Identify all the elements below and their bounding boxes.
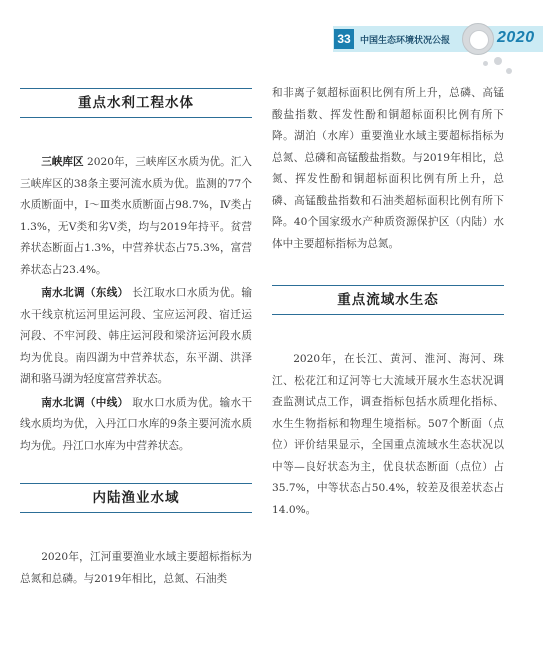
paragraph-fishery-continued: 和非离子氨超标面积比例有所上升，总磷、高锰酸盐指数、挥发性酚和铜超标面积比例有所下降。湖泊（水库）重要渔业水域主要超标指标为总氮、总磷和高锰酸盐指数。与2019年相比，总氮、挥发性酚和铜超标面积比例有所上升，总磷、高锰酸盐指数和石油类超标面积比例有所下降。40个国家级水产种质资源保护区（内陆）水体中主要超标指标为总氮。 (272, 87, 504, 250)
decorative-dot (506, 68, 512, 74)
paragraph-text: 长江取水口水质为优。输水干线京杭运河里运河段、宝应运河段、宿迁运河段、不牢河段、韩庄运河段和梁济运河段水质均为优良。南四湖为中营养状态，东平湖、洪泽湖和骆马湖为轻度富营养状态。 (20, 287, 253, 385)
right-column (272, 83, 504, 521)
page-number: 33 (334, 29, 354, 49)
paragraph-basin-ecology: 2020年，在长江、黄河、淮河、海河、珠江、松花江和辽河等七大流域开展水生态状况调查监测试点工作，调查指标包括水质理化指标、水生生物指标和物理生境指标。507个断面（点位）评价结果显示，全国重点流域水生态状况以中等—良好状态为主，优良状态断面（点位）占35.7%，中等状态占50.4%，较差及很差状态占14.0%。 (272, 353, 504, 516)
decorative-dot (483, 61, 488, 66)
section-heading-water-projects: 重点水利工程水体 (20, 88, 252, 118)
decorative-circle-inner (469, 30, 489, 50)
paragraph-fishery: 2020年，江河重要渔业水域主要超标指标为总氮和总磷。与2019年相比，总氮、石油类 (20, 551, 252, 585)
section-heading-inland-fishery: 内陆渔业水域 (20, 483, 252, 513)
paragraph-three-gorges (20, 152, 252, 281)
paragraph-text: 2020年，三峡库区水质为优。汇入三峡库区的38条主要河流水质为优。监测的77个水质断面中，Ⅰ～Ⅲ类水质断面占98.7%，Ⅳ类占1.3%，无Ⅴ类和劣Ⅴ类，均与2019年持平。贫营养状态断面占1.3%，中营养状态占75.3%，富营养状态占23.4%。 (20, 156, 252, 276)
paragraph-middle-route (20, 393, 252, 458)
left-column (20, 88, 252, 590)
paragraph-text: 取水口水质为优。输水干线水质均为优，入丹江口水库的9条主要河流水质均为优。丹江口水库为中营养状态。 (20, 396, 253, 452)
paragraph-east-route (20, 283, 252, 391)
paragraph-lead: 南水北调（中线） (41, 396, 129, 409)
paragraph-lead: 三峡库区 (41, 156, 84, 168)
decorative-dot (494, 57, 502, 65)
report-title: 中国生态环境状况公报 (360, 35, 451, 45)
paragraph-lead: 南水北调（东线） (41, 287, 129, 299)
report-year: 2020 (497, 29, 535, 46)
section-heading-basin-ecology: 重点流域水生态 (272, 285, 504, 315)
